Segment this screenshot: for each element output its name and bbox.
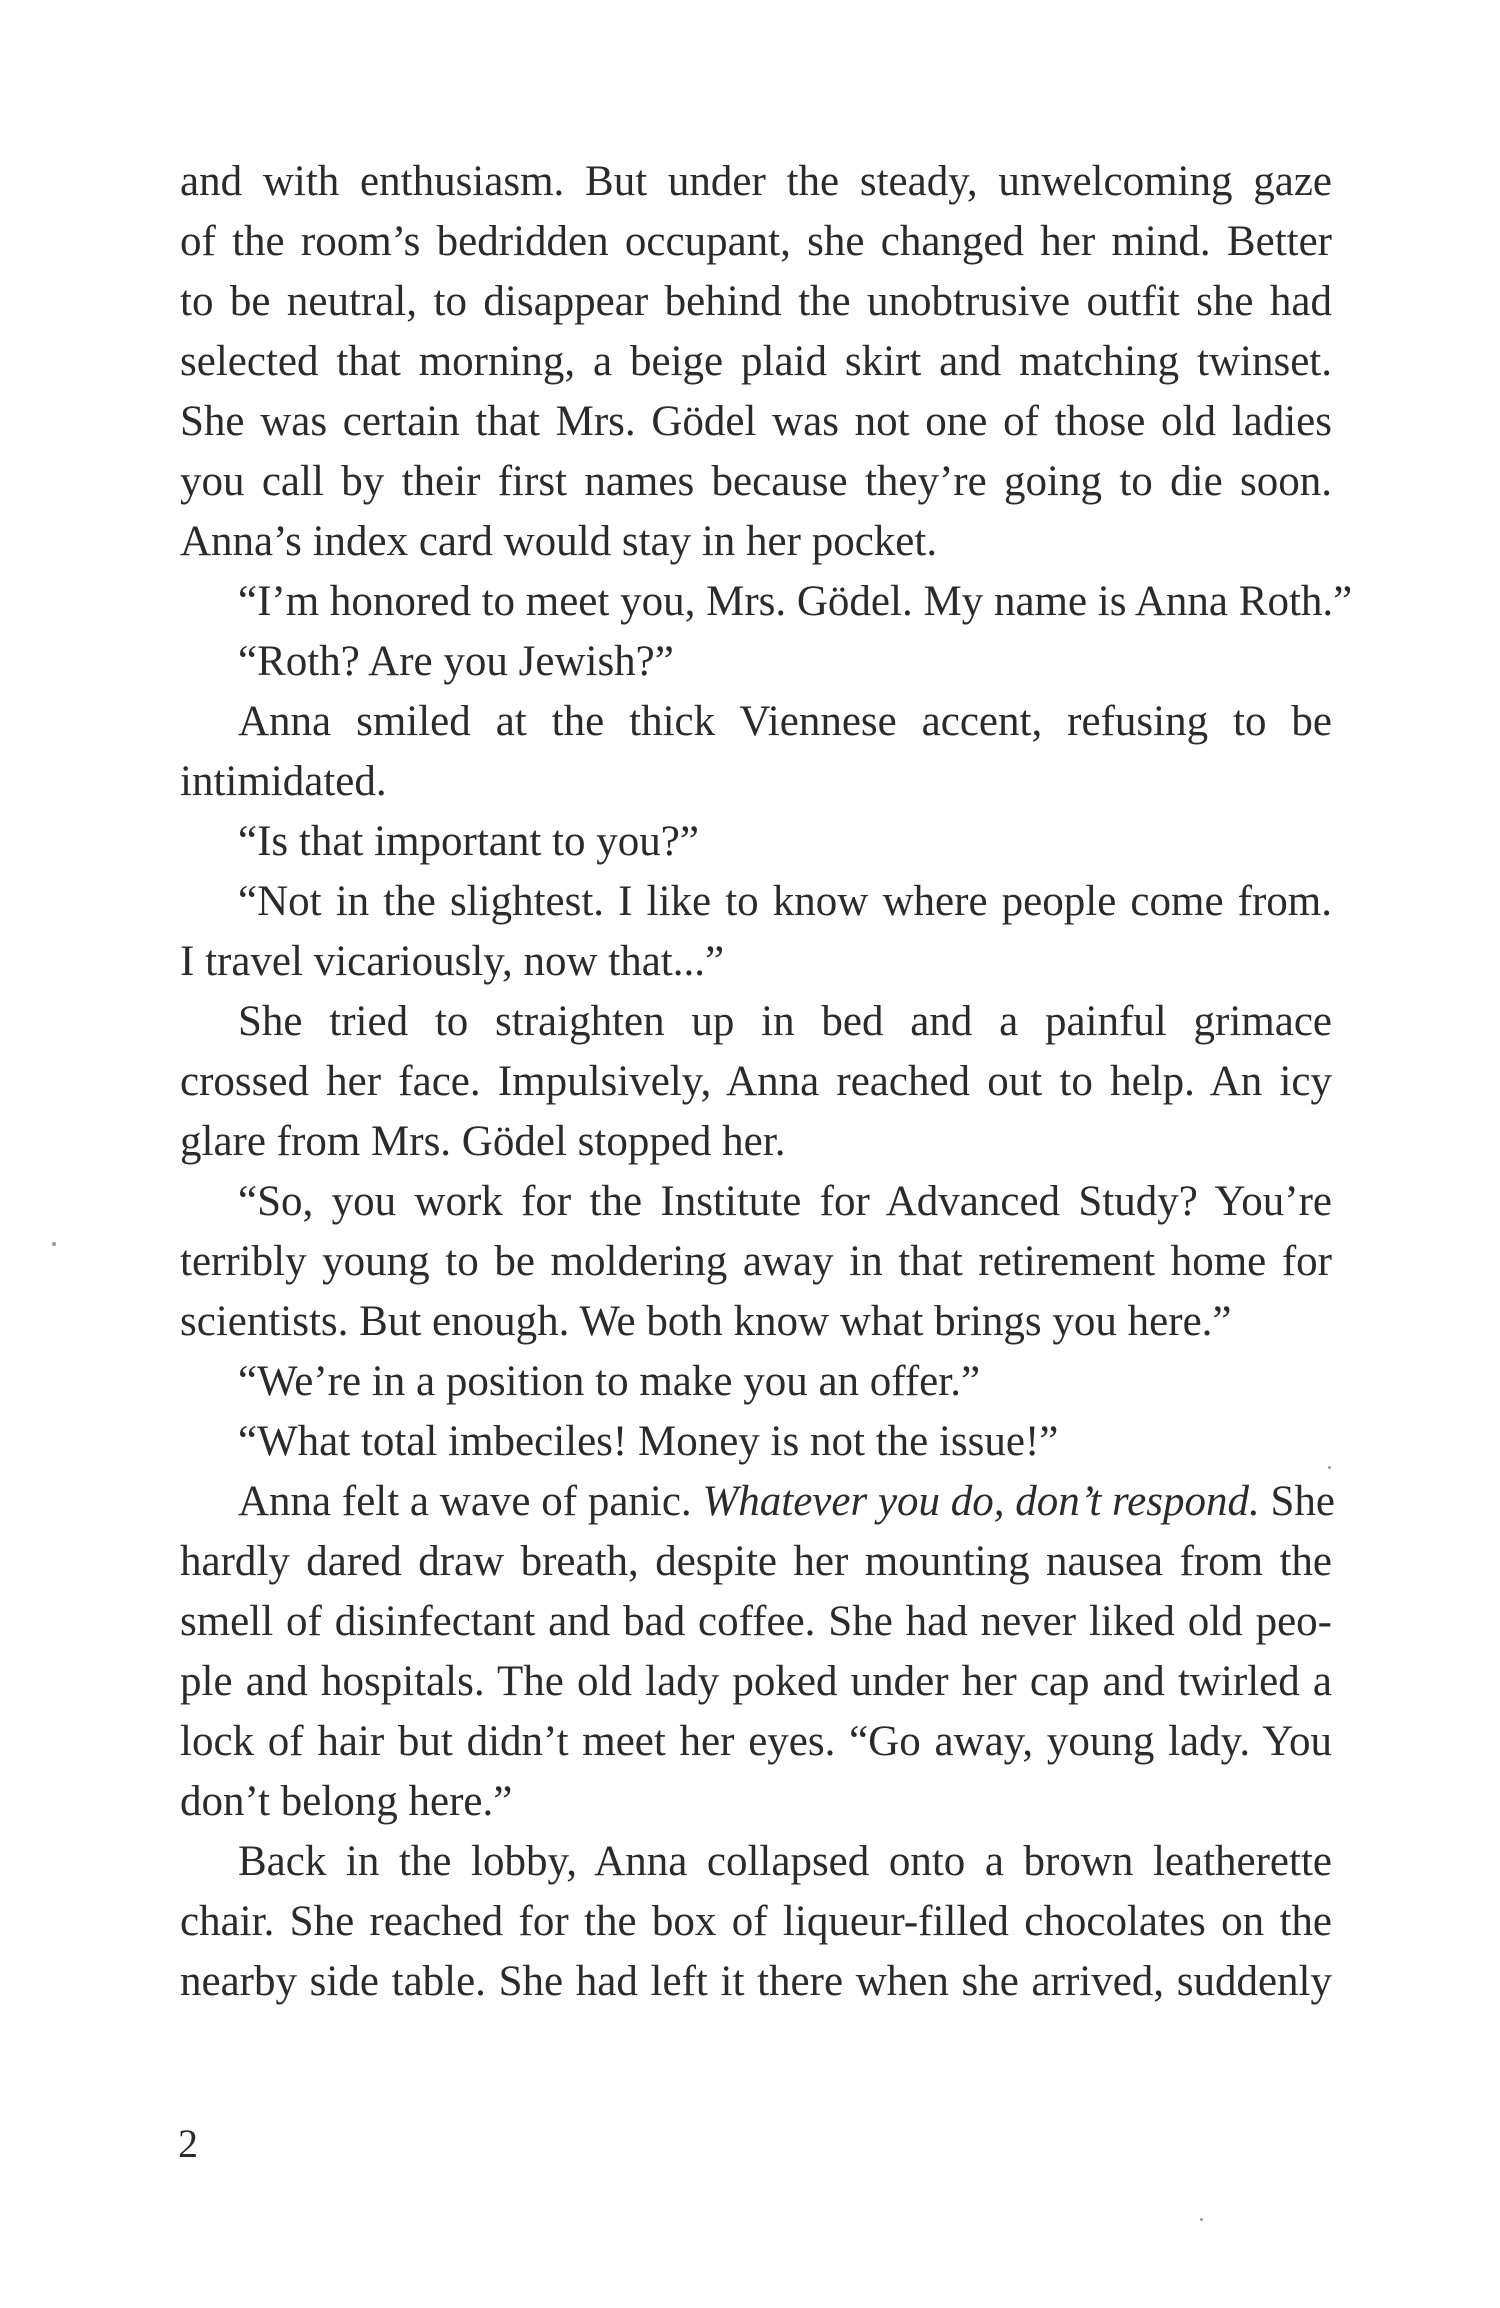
- text-line: selected that morning, a beige plaid skirt and matching twinset.: [180, 338, 1332, 385]
- text-line: “Not in the slightest. I like to know where people come from.: [238, 878, 1332, 925]
- text-line: “Is that important to you?”: [238, 818, 699, 865]
- text-line: [180, 1472, 1335, 1532]
- text-line: lock of hair but didn’t meet her eyes. “Go away, young lady. You: [180, 1718, 1332, 1765]
- text-run: Anna felt a wave of panic.: [238, 1478, 703, 1525]
- text-line: Anna’s index card would stay in her pocket.: [180, 518, 938, 565]
- text-line: scientists. But enough. We both know what brings you here.”: [180, 1298, 1232, 1345]
- text-line: to be neutral, to disappear behind the unobtrusive outfit she had: [180, 278, 1332, 325]
- scan-speck: [52, 1242, 56, 1246]
- text-line: She tried to straighten up in bed and a painful grimace: [238, 998, 1332, 1045]
- text-line: smell of disinfectant and bad coffee. She had never liked old peo-: [180, 1598, 1332, 1645]
- text-line: crossed her face. Impulsively, Anna reached out to help. An icy: [180, 1058, 1332, 1105]
- text-line: chair. She reached for the box of liqueur-filled chocolates on the: [180, 1898, 1332, 1945]
- text-line: I travel vicariously, now that...”: [180, 938, 725, 985]
- text-line: hardly dared draw breath, despite her mounting nausea from the: [180, 1538, 1332, 1585]
- text-line: “So, you work for the Institute for Advanced Study? You’re: [238, 1178, 1332, 1225]
- text-line: of the room’s bedridden occupant, she changed her mind. Better: [180, 218, 1332, 265]
- text-line: glare from Mrs. Gödel stopped her.: [180, 1118, 786, 1165]
- text-line: nearby side table. She had left it there when she arrived, suddenly: [180, 1958, 1332, 2005]
- text-line: don’t belong here.”: [180, 1778, 513, 1825]
- text-run: She: [1259, 1478, 1335, 1525]
- scan-speck: [1200, 2218, 1203, 2221]
- scan-speck: [1328, 1466, 1331, 1469]
- body-text: [180, 152, 1353, 2012]
- text-line: you call by their first names because they’re going to die soon.: [180, 458, 1332, 505]
- text-line: Back in the lobby, Anna collapsed onto a brown leatherette: [238, 1838, 1332, 1885]
- text-line: ple and hospitals. The old lady poked under her cap and twirled a: [180, 1658, 1332, 1705]
- text-line: “We’re in a position to make you an offer.”: [238, 1358, 981, 1405]
- italic-text-run: Whatever you do, don’t respond.: [702, 1478, 1260, 1525]
- text-line: “Roth? Are you Jewish?”: [238, 638, 674, 685]
- text-line: and with enthusiasm. But under the steady, unwelcoming gaze: [180, 158, 1332, 205]
- text-line: intimidated.: [180, 758, 387, 805]
- text-line: terribly young to be moldering away in that retirement home for: [180, 1238, 1332, 1285]
- page-number: 2: [178, 2121, 198, 2166]
- text-line: Anna smiled at the thick Viennese accent, refusing to be: [238, 698, 1332, 745]
- text-line: “What total imbeciles! Money is not the issue!”: [238, 1418, 1059, 1465]
- text-line: “I’m honored to meet you, Mrs. Gödel. My name is Anna Roth.”: [238, 578, 1353, 625]
- text-line: She was certain that Mrs. Gödel was not one of those old ladies: [180, 398, 1332, 445]
